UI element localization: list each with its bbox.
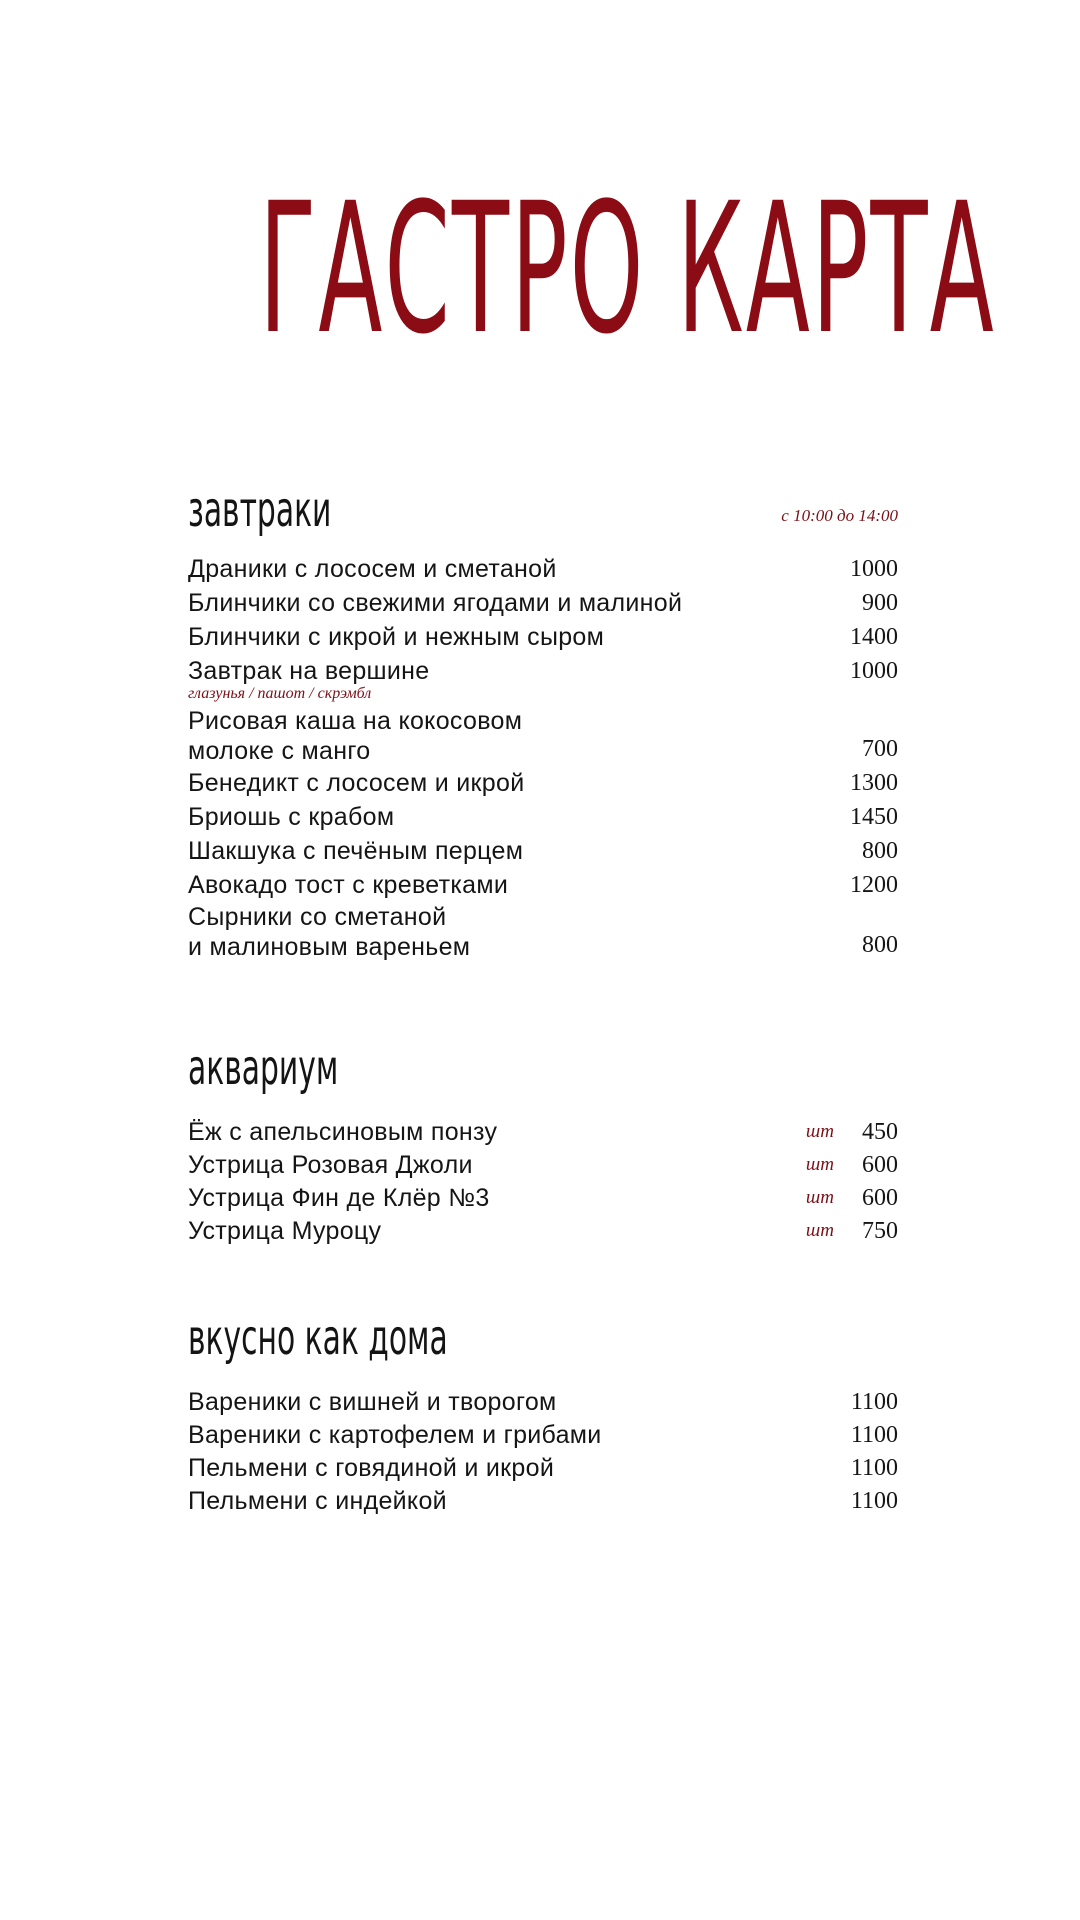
menu-item bbox=[188, 800, 898, 834]
item-price: 1000 bbox=[850, 556, 898, 582]
item-price: 1300 bbox=[850, 770, 898, 796]
section-aquarium bbox=[188, 1042, 898, 1248]
item-name: Блинчики со свежими ягодами и малиной bbox=[188, 589, 683, 617]
item-name: Устрица Фин де Клёр №3 bbox=[188, 1184, 490, 1212]
item-name: Вареники с картофелем и грибами bbox=[188, 1421, 602, 1449]
menu-item bbox=[188, 1215, 898, 1248]
menu-item bbox=[188, 766, 898, 800]
item-name: Устрица Муроцу bbox=[188, 1217, 382, 1245]
item-name-line2: молоке с манго bbox=[188, 737, 371, 765]
menu-item bbox=[188, 1149, 898, 1182]
item-price: 900 bbox=[862, 590, 898, 616]
item-name: Авокадо тост с креветками bbox=[188, 871, 509, 899]
item-price: 1450 bbox=[850, 804, 898, 830]
serving-hours: с 10:00 до 14:00 bbox=[781, 506, 898, 525]
item-name: Завтрак на вершине bbox=[188, 657, 430, 685]
section-title: вкусно как дома bbox=[188, 1310, 448, 1366]
menu-item bbox=[188, 1485, 898, 1518]
item-price: 1100 bbox=[850, 1422, 898, 1448]
section-header bbox=[188, 1312, 898, 1372]
item-unit: шт bbox=[805, 1154, 834, 1175]
menu-item bbox=[188, 654, 898, 704]
menu-item bbox=[188, 1452, 898, 1485]
menu-item bbox=[188, 1182, 898, 1215]
section-title: завтраки bbox=[188, 482, 332, 538]
item-price: 750 bbox=[862, 1218, 898, 1244]
item-price: 800 bbox=[862, 932, 898, 958]
item-name: Вареники с вишней и творогом bbox=[188, 1388, 557, 1416]
item-price: 1200 bbox=[850, 872, 898, 898]
item-unit: шт bbox=[805, 1121, 834, 1142]
item-name: Сырники со сметаной bbox=[188, 903, 447, 931]
item-note: глазунья / пашот / скрэмбл bbox=[188, 685, 372, 702]
menu-item bbox=[188, 902, 898, 962]
menu-list bbox=[188, 1386, 898, 1518]
item-unit: шт bbox=[805, 1220, 834, 1241]
item-price: 600 bbox=[862, 1185, 898, 1211]
item-price: 1100 bbox=[850, 1389, 898, 1415]
menu-item bbox=[188, 1116, 898, 1149]
menu-list bbox=[188, 1116, 898, 1248]
menu-item bbox=[188, 552, 898, 586]
item-price: 800 bbox=[862, 838, 898, 864]
item-price: 1000 bbox=[850, 658, 898, 684]
section-header bbox=[188, 1042, 898, 1102]
item-price: 700 bbox=[862, 736, 898, 762]
item-price: 600 bbox=[862, 1152, 898, 1178]
item-name: Бенедикт с лососем и икрой bbox=[188, 769, 525, 797]
item-name: Ёж с апельсиновым понзу bbox=[188, 1118, 498, 1146]
item-name: Бриошь с крабом bbox=[188, 803, 395, 831]
menu-item bbox=[188, 1386, 898, 1419]
menu-item bbox=[188, 706, 898, 766]
section-header bbox=[188, 484, 898, 544]
item-price: 1100 bbox=[850, 1488, 898, 1514]
item-name: Пельмени с говядиной и икрой bbox=[188, 1454, 555, 1482]
item-price: 1100 bbox=[850, 1455, 898, 1481]
item-name: Пельмени с индейкой bbox=[188, 1487, 447, 1515]
menu-title: ГАСТРО КАРТА bbox=[259, 165, 996, 374]
menu-list bbox=[188, 552, 898, 962]
item-name: Драники с лососем и сметаной bbox=[188, 555, 557, 583]
item-unit: шт bbox=[805, 1187, 834, 1208]
menu-item bbox=[188, 868, 898, 902]
item-name: Устрица Розовая Джоли bbox=[188, 1151, 473, 1179]
item-price: 450 bbox=[862, 1119, 898, 1145]
item-name: Шакшука с печёным перцем bbox=[188, 837, 524, 865]
menu-item bbox=[188, 586, 898, 620]
item-name: Рисовая каша на кокосовом bbox=[188, 707, 523, 735]
section-title: аквариум bbox=[188, 1040, 339, 1096]
item-name-line2: и малиновым вареньем bbox=[188, 933, 471, 961]
section-breakfast bbox=[188, 484, 898, 962]
menu-item bbox=[188, 620, 898, 654]
menu-item bbox=[188, 1419, 898, 1452]
section-home-style bbox=[188, 1312, 898, 1518]
item-name: Блинчики с икрой и нежным сыром bbox=[188, 623, 605, 651]
item-price: 1400 bbox=[850, 624, 898, 650]
menu-item bbox=[188, 834, 898, 868]
